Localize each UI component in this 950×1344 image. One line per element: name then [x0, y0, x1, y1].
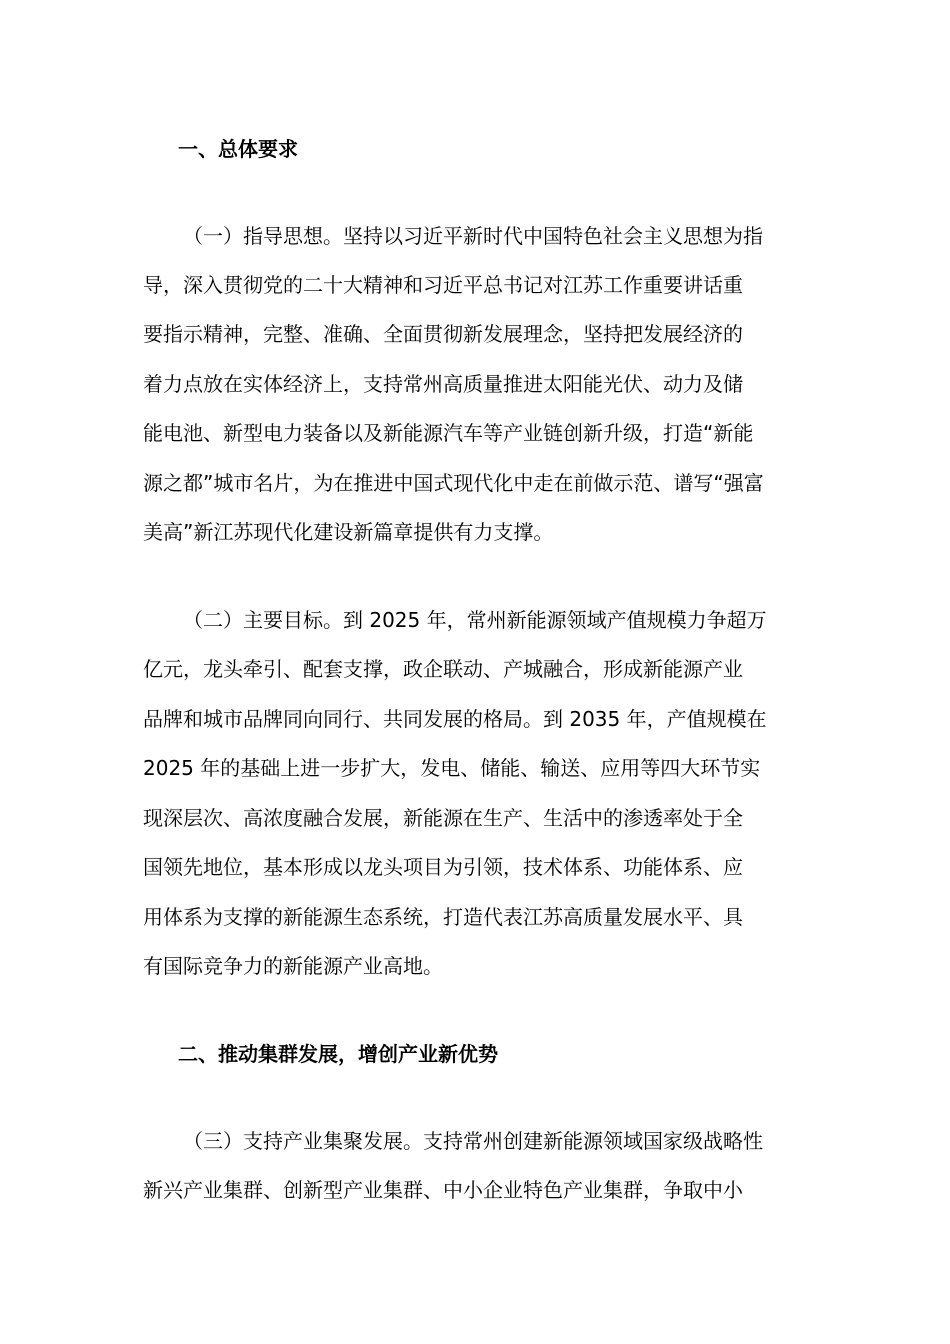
- paragraph-line: 能电池、新型电力装备以及新能源汽车等产业链创新升级，打造“新能: [143, 421, 754, 445]
- paragraph-line: 品牌和城市品牌同向同行、共同发展的格局。到 2035 年，产值规模在: [143, 707, 767, 731]
- section-heading-2: 二、推动集群发展，增创产业新优势: [178, 1042, 498, 1066]
- paragraph-line: 新兴产业集群、创新型产业集群、中小企业特色产业集群，争取中小: [143, 1178, 743, 1202]
- paragraph-line: （三）支持产业集聚发展。支持常州创建新能源领域国家级战略性: [183, 1129, 763, 1153]
- paragraph-line: （一）指导思想。坚持以习近平新时代中国特色社会主义思想为指: [183, 224, 763, 248]
- paragraph-line: 源之都”城市名片，为在推进中国式现代化中走在前做示范、谱写“强富: [143, 471, 764, 495]
- paragraph-line: 着力点放在实体经济上，支持常州高质量推进太阳能光伏、动力及储: [143, 372, 743, 396]
- paragraph-line: 2025 年的基础上进一步扩大，发电、储能、输送、应用等四大环节实: [143, 756, 761, 780]
- section-heading-1: 一、总体要求: [178, 137, 298, 161]
- paragraph-line: 有国际竞争力的新能源产业高地。: [143, 954, 443, 978]
- paragraph-line: （二）主要目标。到 2025 年，常州新能源领域产值规模力争超万: [183, 608, 767, 632]
- paragraph-line: 要指示精神，完整、准确、全面贯彻新发展理念，坚持把发展经济的: [143, 322, 743, 346]
- paragraph-line: 亿元，龙头牵引、配套支撑，政企联动、产城融合，形成新能源产业: [143, 657, 743, 681]
- paragraph-line: 导，深入贯彻党的二十大精神和习近平总书记对江苏工作重要讲话重: [143, 273, 743, 297]
- paragraph-line: 国领先地位，基本形成以龙头项目为引领，技术体系、功能体系、应: [143, 855, 743, 879]
- paragraph-line: 现深层次、高浓度融合发展，新能源在生产、生活中的渗透率处于全: [143, 806, 743, 830]
- paragraph-line: 用体系为支撑的新能源生态系统，打造代表江苏高质量发展水平、具: [143, 905, 743, 929]
- paragraph-line: 美高”新江苏现代化建设新篇章提供有力支撑。: [143, 520, 554, 544]
